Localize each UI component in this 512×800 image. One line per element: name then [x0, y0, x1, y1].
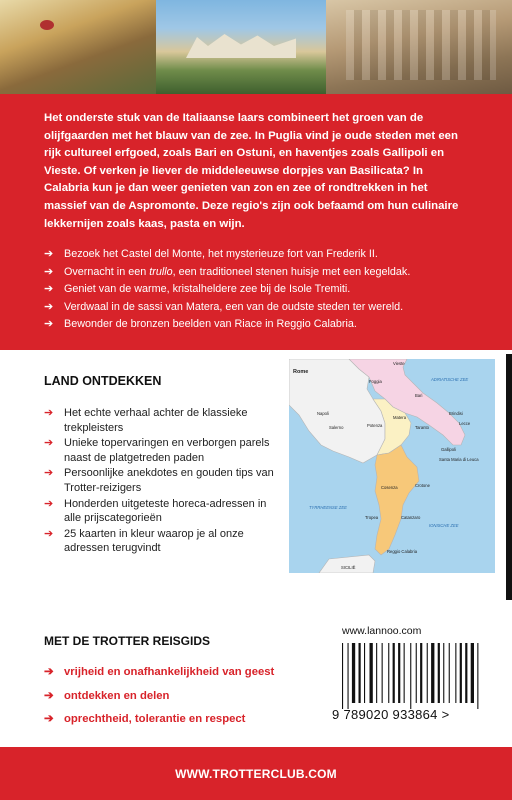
map-label: SICILIË — [341, 565, 356, 570]
map-label: Reggio Calabria — [387, 549, 418, 554]
barcode-bar — [348, 643, 349, 709]
barcode-bar — [438, 643, 440, 703]
arrow-icon: ➔ — [44, 666, 54, 678]
intro-text: Het onderste stuk van de Italiaanse laars combineert het groen van de olijfgaarden met het blauw van de zee. In Puglia vind je oude steden met een rijk cultureel erfgoed, zoals Bari en Ostuni, en haventjes zoals Gallipoli en Vieste. Of verken je liever de middeleeuwse dorpjes van Basilicata? In Calabria kun je dan weer genieten van zon en zee of rondtrekken in het massief van de Aspromonte. Deze regio's zijn ook befaamd om hun culinaire lekkernijen zoals kaas, pasta en wijn. — [44, 112, 459, 230]
barcode-bar — [393, 643, 395, 703]
value-item: ➔ ontdekken en delen — [44, 685, 324, 709]
map-label: Brindisi — [449, 411, 463, 416]
map-label: ADRIATISCHE ZEE — [431, 377, 469, 382]
publisher-url[interactable]: www.lannoo.com — [342, 625, 422, 637]
arrow-icon: ➔ — [44, 318, 54, 331]
feature-item: ➔ Persoonlijke anekdotes en gouden tips van Trotter-reizigers — [44, 467, 274, 494]
photo-alley — [0, 0, 156, 94]
highlight-item: ➔ Overnacht in een trullo, een traditioneel stenen huisje met een kegeldak. — [44, 264, 484, 282]
map-label: Cosenza — [381, 485, 398, 490]
footer-url[interactable]: WWW.TROTTERCLUB.COM — [175, 766, 337, 781]
arrow-icon: ➔ — [44, 437, 54, 450]
intro-panel — [0, 94, 512, 350]
value-item: ➔ vrijheid en onafhankelijkheid van geest — [44, 661, 324, 685]
barcode-bar — [477, 643, 478, 709]
barcode-bar — [416, 643, 417, 703]
value-item: ➔ oprechtheid, tolerantie en respect — [44, 708, 324, 732]
map-label: Gallipoli — [441, 447, 456, 452]
arrow-icon: ➔ — [44, 467, 54, 480]
arrow-icon: ➔ — [44, 527, 54, 540]
footer-bar — [0, 747, 512, 800]
isbn-number: 9 789020 933864 > — [332, 707, 450, 722]
map-label: Foggia — [369, 379, 382, 384]
trotter-values-list — [44, 661, 324, 732]
map-label: Santa Maria di Leuca — [439, 457, 479, 462]
feature-item: ➔ Honderden uitgeteste horeca-adressen in alle prijscategorieën — [44, 497, 267, 525]
barcode-bar — [342, 643, 343, 709]
land-title: LAND ONTDEKKEN — [44, 374, 162, 388]
barcode-bar — [431, 643, 434, 703]
map-label: Matera — [393, 415, 407, 420]
barcode-bar — [410, 643, 411, 709]
barcode-bar — [443, 643, 444, 703]
barcode-bar — [427, 643, 428, 703]
map-label: TYRRHEENSE ZEE — [309, 505, 347, 510]
arrow-icon: ➔ — [44, 283, 54, 296]
barcode-bar — [455, 643, 456, 703]
arrow-icon: ➔ — [44, 407, 54, 419]
feature-item: ➔ Unieke topervaringen en verborgen parels naast de platgetreden paden — [44, 437, 270, 464]
barcode-bar — [382, 643, 383, 703]
cover-photo-strip — [0, 0, 512, 94]
barcode-bar — [460, 643, 462, 703]
map-label: IONISCHE ZEE — [429, 523, 459, 528]
highlight-item: ➔ Geniet van de warme, kristalheldere zee bij de Isole Tremiti. — [44, 281, 484, 299]
barcode-bar — [359, 643, 361, 703]
map-label: Lecce — [459, 421, 471, 426]
barcode-bar — [398, 643, 400, 703]
map-label: Catanzaro — [401, 515, 421, 520]
map-label: Napoli — [317, 411, 329, 416]
barcode-bar — [471, 643, 474, 703]
feature-item: ➔ Het echte verhaal achter de klassieke trekpleisters — [44, 407, 248, 434]
map-label: Bari — [415, 393, 423, 398]
arrow-icon: ➔ — [44, 689, 54, 702]
side-strip — [506, 354, 512, 600]
barcode-bar — [388, 643, 389, 703]
photo-coast-town — [156, 0, 326, 94]
barcode-bar — [376, 643, 377, 703]
barcode-bar — [370, 643, 373, 703]
map-label: Tropea — [365, 515, 379, 520]
arrow-icon: ➔ — [44, 248, 54, 260]
barcode-bar — [420, 643, 422, 703]
barcode-bar — [465, 643, 467, 703]
barcode-bar — [404, 643, 405, 703]
highlight-item: ➔ Bezoek het Castel del Monte, het mysterieuze fort van Frederik II. — [44, 246, 484, 264]
barcode-bar — [449, 643, 450, 703]
land-features-list — [44, 406, 274, 557]
barcode-bar — [352, 643, 355, 703]
highlight-item: ➔ Bewonder de bronzen beelden van Riace in Reggio Calabria. — [44, 316, 484, 334]
photo-matera-sassi — [326, 0, 512, 94]
highlights-list — [44, 246, 484, 334]
arrow-icon: ➔ — [44, 300, 54, 313]
map-label: Salerno — [329, 425, 344, 430]
map-label: Vieste — [393, 361, 405, 366]
isbn-barcode — [340, 643, 500, 709]
map-label: Rome — [293, 369, 309, 375]
map-label: Taranto — [415, 425, 429, 430]
map-label: Crotone — [415, 483, 430, 488]
map-label: Potenza — [367, 423, 383, 428]
feature-item: ➔ 25 kaarten in kleur waarop je al onze adressen terugvindt — [44, 527, 244, 555]
arrow-icon: ➔ — [44, 713, 54, 725]
highlight-item: ➔ Verdwaal in de sassi van Matera, een van de oudste steden ter wereld. — [44, 299, 484, 317]
arrow-icon: ➔ — [44, 497, 54, 510]
arrow-icon: ➔ — [44, 265, 54, 278]
trotter-title: MET DE TROTTER REISGIDS — [44, 634, 211, 648]
barcode-bar — [364, 643, 365, 703]
region-map — [289, 359, 495, 573]
